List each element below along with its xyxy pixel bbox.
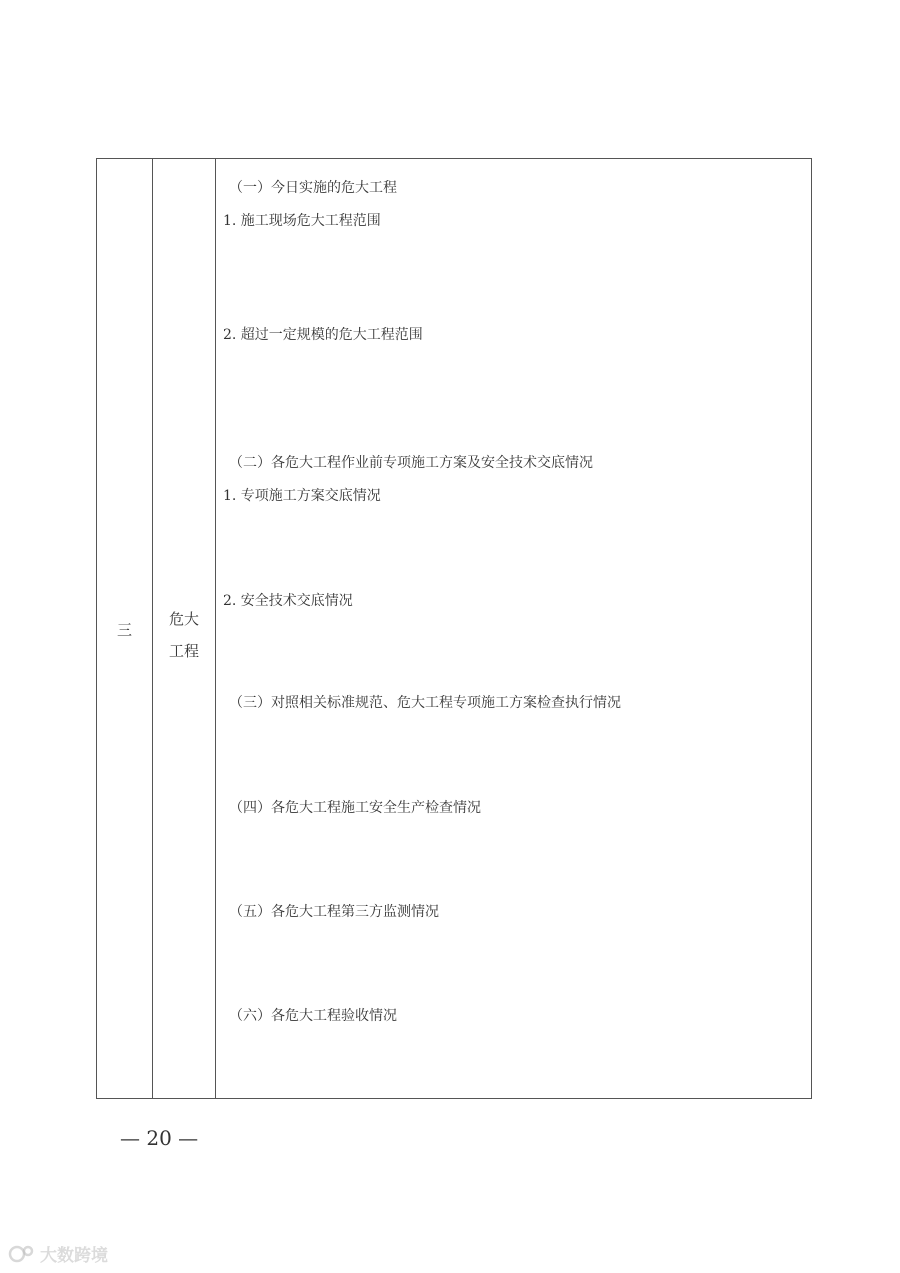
watermark bbox=[8, 1241, 108, 1266]
form-table bbox=[96, 158, 812, 1099]
section-heading-1: （一）今日实施的危大工程 bbox=[229, 180, 397, 196]
column-divider bbox=[215, 159, 216, 1098]
subsection-item: 1. 专项施工方案交底情况 bbox=[223, 488, 381, 504]
section-heading-3: （三）对照相关标准规范、危大工程专项施工方案检查执行情况 bbox=[229, 695, 621, 711]
section-heading-5: （五）各危大工程第三方监测情况 bbox=[229, 904, 439, 920]
subsection-item: 1. 施工现场危大工程范围 bbox=[223, 213, 381, 229]
page-number: — 20 — bbox=[120, 1126, 199, 1150]
sequence-number: 三 bbox=[116, 621, 132, 639]
section-heading-2: （二）各危大工程作业前专项施工方案及安全技术交底情况 bbox=[229, 455, 593, 471]
brand-logo-icon bbox=[8, 1243, 36, 1265]
section-heading-6: （六）各危大工程验收情况 bbox=[229, 1008, 397, 1024]
category-label-line1: 危大 bbox=[168, 610, 199, 628]
section-heading-4: （四）各危大工程施工安全生产检查情况 bbox=[229, 800, 481, 816]
watermark-text: 大数跨境 bbox=[40, 1246, 108, 1266]
category-label-line2: 工程 bbox=[168, 642, 199, 660]
category-cell bbox=[153, 603, 215, 667]
subsection-item: 2. 安全技术交底情况 bbox=[223, 593, 353, 609]
subsection-item: 2. 超过一定规模的危大工程范围 bbox=[223, 327, 423, 343]
